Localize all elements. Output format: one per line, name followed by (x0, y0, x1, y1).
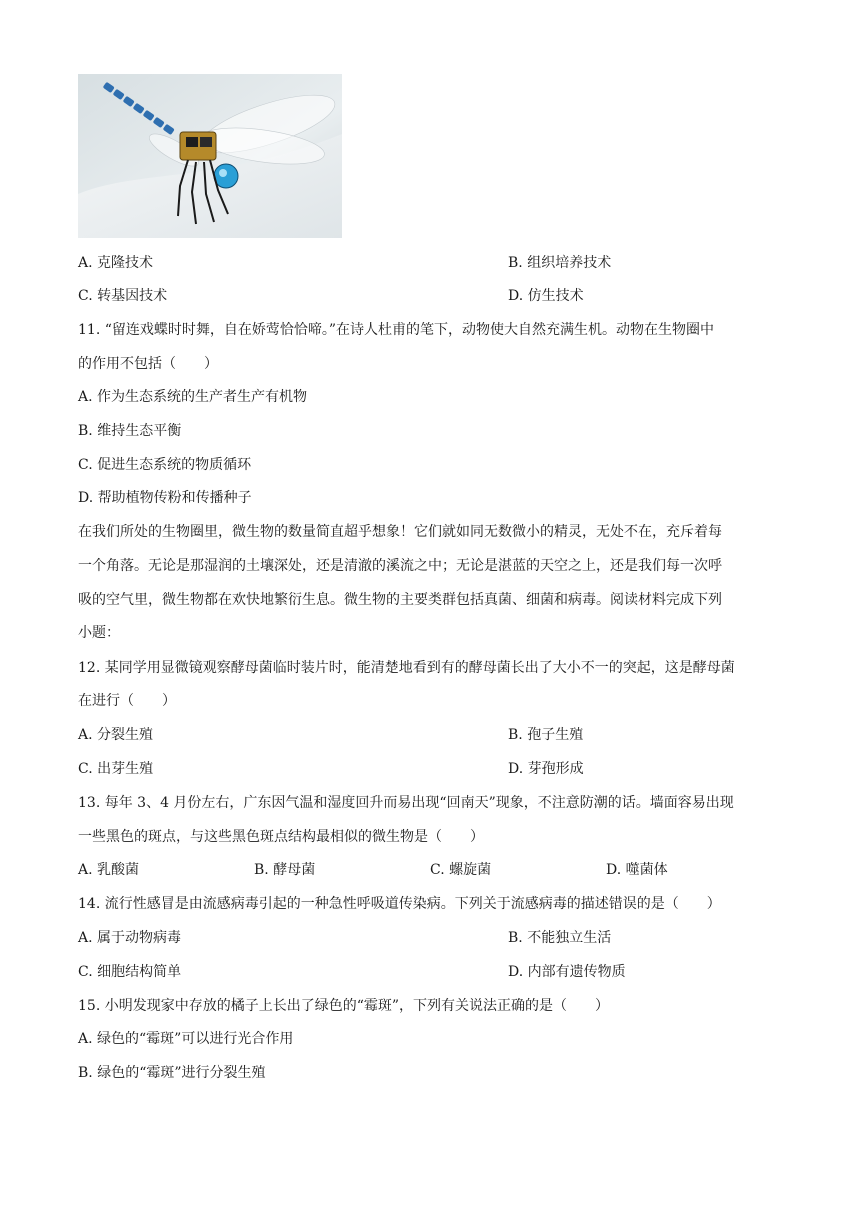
q15-option-b[interactable]: B. 绿色的“霉斑”进行分裂生殖 (78, 1065, 266, 1081)
q10-option-a[interactable]: A. 克隆技术 (78, 255, 154, 271)
material-line-3: 吸的空气里，微生物都在欢快地繁衍生息。微生物的主要类群包括真菌、细菌和病毒。阅读材料完成下列 (78, 592, 722, 608)
q14-option-row-1 (78, 928, 782, 948)
q13-option-row (78, 860, 782, 880)
q12-option-d[interactable]: D. 芽孢形成 (508, 761, 584, 777)
q15-option-a[interactable]: A. 绿色的“霉斑”可以进行光合作用 (78, 1031, 294, 1047)
q12-option-c[interactable]: C. 出芽生殖 (78, 761, 154, 777)
q14-stem-line-1: 14. 流行性感冒是由流感病毒引起的一种急性呼吸道传染病。下列关于流感病毒的描述错误的是（ ） (78, 896, 721, 912)
material-line-2: 一个角落。无论是那湿润的土壤深处，还是清澈的溪流之中；无论是湛蓝的天空之上，还是我们每一次呼 (78, 558, 722, 574)
q15-stem-line-1: 15. 小明发现家中存放的橘子上长出了绿色的“霉斑”，下列有关说法正确的是（ ） (78, 998, 610, 1014)
q11-stem-line-2: 的作用不包括（ ） (78, 356, 218, 372)
q13-stem-line-1: 13. 每年 3、4 月份左右，广东因气温和湿度回升而易出现“回南天”现象，不注意防潮的话。墙面容易出现 (78, 795, 734, 811)
q12-stem-line-1: 12. 某同学用显微镜观察酵母菌临时装片时，能清楚地看到有的酵母菌长出了大小不一的突起，这是酵母菌 (78, 660, 735, 676)
q11-option-c[interactable]: C. 促进生态系统的物质循环 (78, 457, 252, 473)
q14-option-a[interactable]: A. 属于动物病毒 (78, 930, 182, 946)
q10-option-b[interactable]: B. 组织培养技术 (508, 255, 612, 271)
q14-option-c[interactable]: C. 细胞结构简单 (78, 964, 182, 980)
q12-stem-line-2: 在进行（ ） (78, 693, 176, 709)
q11-option-d[interactable]: D. 帮助植物传粉和传播种子 (78, 490, 252, 506)
q14-option-b[interactable]: B. 不能独立生活 (508, 930, 612, 946)
material-line-4: 小题： (78, 625, 120, 641)
q13-option-a[interactable]: A. 乳酸菌 (78, 862, 140, 878)
q10-option-c[interactable]: C. 转基因技术 (78, 288, 168, 304)
q13-option-c[interactable]: C. 螺旋菌 (430, 862, 492, 878)
q10-option-row-2 (78, 286, 782, 306)
q13-option-b[interactable]: B. 酵母菌 (254, 862, 316, 878)
q12-option-a[interactable]: A. 分裂生殖 (78, 727, 154, 743)
q12-option-row-1 (78, 725, 782, 745)
q13-option-d[interactable]: D. 噬菌体 (606, 862, 668, 878)
material-line-1: 在我们所处的生物圈里，微生物的数量简直超乎想象！它们就如同无数微小的精灵，无处不在，充斥着每 (78, 524, 722, 540)
q12-option-row-2 (78, 759, 782, 779)
q13-stem-line-2: 一些黑色的斑点，与这些黑色斑点结构最相似的微生物是（ ） (78, 829, 484, 845)
q11-stem-line-1: 11. “留连戏蝶时时舞，自在娇莺恰恰啼。”在诗人杜甫的笔下，动物使大自然充满生机。动物在生物圈中 (78, 322, 715, 338)
q14-option-d[interactable]: D. 内部有遗传物质 (508, 964, 626, 980)
q10-option-row-1 (78, 253, 782, 273)
q11-option-a[interactable]: A. 作为生态系统的生产者生产有机物 (78, 389, 308, 405)
q11-option-b[interactable]: B. 维持生态平衡 (78, 423, 182, 439)
q14-option-row-2 (78, 962, 782, 982)
q12-option-b[interactable]: B. 孢子生殖 (508, 727, 584, 743)
q10-option-d[interactable]: D. 仿生技术 (508, 288, 584, 304)
robotic-dragonfly-photo-icon (78, 74, 342, 238)
